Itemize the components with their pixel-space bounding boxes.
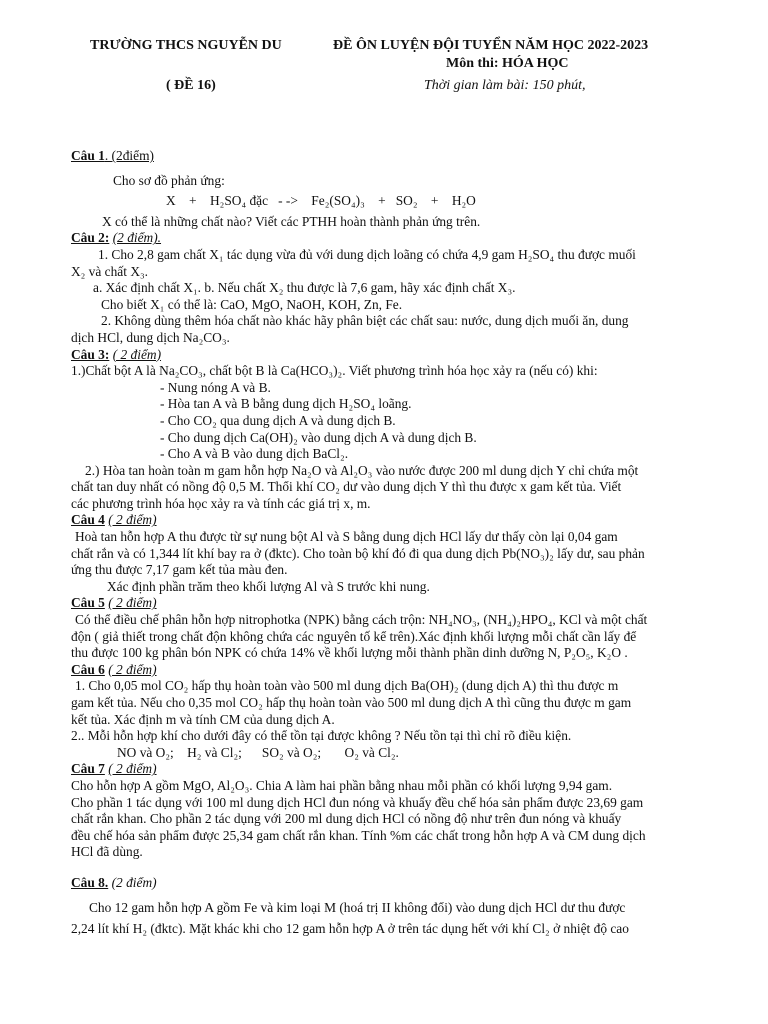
question-5-line2: độn ( giả thiết trong chất độn không chứa các nguyên tố kể trên).Xác định khối lượng mỗi chất cần lấy để [71,628,637,644]
question-7-points: ( 2 điểm) [108,761,157,777]
question-2-subparts: a. Xác định chất X₁. b. Nếu chất X₂ thu được là 7,6 gam, hãy xác định chất X₃. [93,280,516,296]
subject-line: Môn thi: HÓA HỌC [446,56,569,71]
question-8-title: Câu 8. [71,874,109,890]
question-2-part2-line2: dịch HCl, dung dịch Na₂CO₃. [71,329,230,345]
question-4-heading [71,512,716,529]
question-2-hint: Cho biết X₁ có thể là: CaO, MgO, NaOH, KOH, Zn, Fe. [101,296,403,312]
question-6-line4: 2.. Mỗi hỗn hợp khí cho dưới đây có thể tồn tại được không ? Nếu tồn tại thì chỉ rõ điều kiện. [71,728,572,744]
question-3-item-4: - Cho dung dịch Ca(OH)₂ vào dung dịch A và dung dịch B. [160,429,477,445]
question-8-points: (2 điểm) [111,874,157,890]
question-2-part2-line1: 2. Không dùng thêm hóa chất nào khác hãy phân biệt các chất sau: nước, dung dịch muối ăn, dung [101,313,629,329]
time-limit: Thời gian làm bài: 150 phút, [424,78,586,93]
exam-code: ( ĐỀ 16) [166,78,216,93]
question-2-heading [71,230,716,247]
question-5-line1: Có thể điều chế phân hỗn hợp nitrophotka (NPK) bằng cách trộn: NH₄NO₃, (NH₄)₂HPO₄, KCl và một chất [75,612,648,628]
question-3-title: Câu 3: [71,346,110,362]
school-name: TRƯỜNG THCS NGUYỄN DU [90,38,282,53]
question-6-line2: gam kết tủa. Nếu cho 0,35 mol CO₂ hấp thụ hoàn toàn vào 500 ml dung dịch A thì cũng thu được m gam [71,695,632,710]
question-6-line1: 1. Cho 0,05 mol CO₂ hấp thụ hoàn toàn vào 500 ml dung dịch Ba(OH)₂ (dung dịch A) thì thu được m [75,678,619,694]
question-5-points: ( 2 điểm) [108,595,157,611]
exam-content [71,148,716,940]
question-3-item-5: - Cho A và B vào dung dịch BaCl₂. [160,446,349,462]
question-3-heading [71,347,716,364]
question-2-part1-line1: 1. Cho 2,8 gam chất X₁ tác dụng vừa đủ với dung dịch loãng có chứa 4,9 gam H₂SO₄ thu được muối [98,246,636,262]
question-5-title: Câu 5 [71,595,105,611]
question-3-intro: 1.)Chất bột A là Na₂CO₃, chất bột B là Ca(HCO₃)₂. Viết phương trình hóa học xảy ra (nếu có) khi: [71,363,598,379]
question-8-line1: Cho 12 gam hỗn hợp A gồm Fe và kim loại M (hoá trị II không đổi) vào dung dịch HCl dư thu được [89,899,626,915]
question-7-line5: HCl đã dùng. [71,844,143,860]
question-6-points: ( 2 điểm) [108,661,157,677]
question-4-title: Câu 4 [71,512,105,528]
question-3-part2-line3: các phương trình hóa học xảy ra và tính các giá trị x, m. [71,495,371,511]
question-4-line4: Xác định phần trăm theo khối lượng Al và S trước khi nung. [107,578,430,594]
question-1-heading [71,148,716,165]
question-7-line1: Cho hỗn hợp A gồm MgO, Al₂O₃. Chia A làm hai phần bằng nhau mỗi phần có khối lượng 9,94 gam. [71,777,613,793]
question-1-intro: Cho sơ đồ phản ứng: [113,172,225,188]
question-5-line3: thu được 100 kg phân bón NPK có chứa 14% về khối lượng mỗi thành phần dinh dưỡng N, P₂O₅, K₂O . [71,645,628,661]
question-3-part2-line1: 2.) Hòa tan hoàn toàn m gam hỗn hợp Na₂O và Al₂O₃ vào nước được 200 ml dung dịch Y chỉ chứa một [85,462,639,478]
question-3-part2-line2: chất tan duy nhất có nồng độ 0,5 M. Thổi khí CO₂ dư vào dung dịch Y thì thu được x gam kết tủa. Viết [71,479,622,495]
question-2-points: (2 điểm). [112,230,162,246]
question-6-heading [71,662,716,679]
question-6-line5: NO và O₂; H₂ và Cl₂; SO₂ và O₂; O₂ và Cl₂. [117,744,399,760]
exam-title: ĐỀ ÔN LUYỆN ĐỘI TUYỂN NĂM HỌC 2022-2023 [333,38,649,53]
question-5-heading [71,595,716,612]
question-6-title: Câu 6 [71,661,105,677]
question-7-title: Câu 7 [71,761,105,777]
question-3-item-1: - Nung nóng A và B. [160,379,271,395]
question-3-item-2: - Hòa tan A và B bằng dung dịch H₂SO₄ loãng. [160,396,412,412]
question-1-points: . (2điểm) [104,148,154,163]
question-7-line2: Cho phần 1 tác dụng với 100 ml dung dịch HCl đun nóng và khuấy đều chế hóa sản phẩm được 23,69 gam [71,794,644,810]
question-7-line4: đều chế hóa sản phẩm được 25,34 gam chất rắn khan. Tính %m các chất trong hỗn hợp A và CM dung dịch [71,827,646,843]
question-6-line3: kết tủa. Xác định m và tính CM của dung dịch A. [71,711,335,727]
question-1-equation: X + H₂SO₄ đặc - -> Fe₂(SO₄)₃ + SO₂ + H₂O [166,193,476,209]
question-2-title: Câu 2: [71,230,110,246]
question-8-line2: 2,24 lít khí H₂ (đktc). Mặt khác khi cho 12 gam hỗn hợp A ở trên tác dụng hết với khí Cl₂ ở nhiệt độ cao [71,920,629,936]
question-1-title: Câu 1 [71,148,105,163]
question-4-line2: chất rắn và có 1,344 lít khí bay ra ở (đktc). Cho toàn bộ khí đó đi qua dung dịch Pb(NO₃)₂ lấy dư, sau phản [71,545,645,561]
question-3-points: ( 2 điểm) [112,346,162,362]
question-3-item-3: - Cho CO₂ qua dung dịch A và dung dịch B. [160,412,396,428]
question-4-line3: ứng thu được 7,17 gam kết tủa màu đen. [71,562,288,578]
question-7-heading [71,761,716,778]
question-4-points: ( 2 điểm) [108,512,157,528]
question-8-heading [71,875,716,892]
question-1-ask: X có thể là những chất nào? Viết các PTHH hoàn thành phản ứng trên. [102,213,481,229]
question-4-line1: Hoà tan hỗn hợp A thu được từ sự nung bột Al và S bằng dung dịch HCl lấy dư thấy còn lại 0,04 gam [75,529,618,545]
question-7-line3: chất rắn khan. Cho phần 2 tác dụng với 200 ml dung dịch HCl có nồng độ như trên đun nóng và khuấy [71,811,622,827]
question-2-part1-line2: X₂ và chất X₃. [71,263,149,279]
